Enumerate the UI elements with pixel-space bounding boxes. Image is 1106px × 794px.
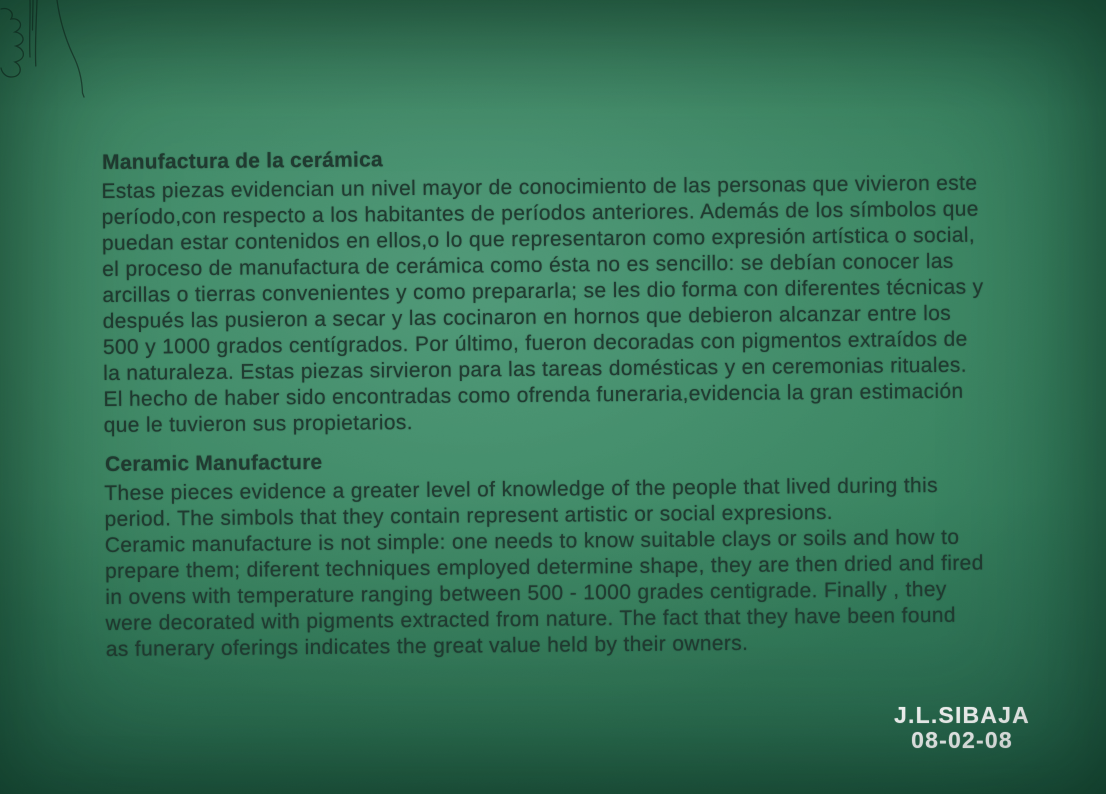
spanish-line: que le tuvieron sus propietarios. xyxy=(103,411,413,437)
english-line: were decorated with pigments extracted from nature. The fact that they have been found xyxy=(105,603,956,635)
spanish-line: período,con respecto a los habitantes de períodos anteriores. Además de los símbolos que xyxy=(101,197,979,229)
english-line: Ceramic manufacture is not simple: one needs to know suitable clays or soils and how to xyxy=(104,525,960,557)
spanish-line: El hecho de haber sido encontradas como ofrenda funeraria,evidencia la gran estimación xyxy=(103,379,964,411)
spanish-line: la naturaleza. Estas piezas sirvieron para las tareas domésticas y en ceremonias rituales. xyxy=(103,353,967,385)
spanish-line: arcillas o tierras convenientes y como prepararla; se les dio forma con diferentes técnicas y xyxy=(102,275,984,307)
english-line: period. The simbols that they contain represent artistic or social expresions. xyxy=(104,500,834,531)
spanish-line: 500 y 1000 grados centígrados. Por último, fueron decoradas con pigmentos extraídos de xyxy=(102,327,968,359)
spanish-line: el proceso de manufactura de cerámica como ésta no es sencillo: se debían conocer las xyxy=(102,249,954,281)
spanish-line: Estas piezas evidencian un nivel mayor de conocimiento de las personas que vivieron este xyxy=(101,171,978,203)
english-line: prepare them; diferent techniques employed determine shape, they are then dried and fired xyxy=(104,551,984,583)
spanish-heading: Manufactura de la cerámica xyxy=(102,148,383,174)
spanish-line: puedan estar contenidos en ellos,o lo que representaron como expresión artística o social, xyxy=(101,223,976,255)
watermark xyxy=(872,703,1052,753)
watermark-name: J.L.SIBAJA xyxy=(894,702,1030,728)
english-line: as funerary oferings indicates the great value held by their owners. xyxy=(105,631,749,661)
sign-text-block xyxy=(101,140,1101,663)
spanish-section xyxy=(101,140,1099,439)
watermark-date: 08-02-08 xyxy=(911,727,1013,753)
corner-plant-sketch-drawing xyxy=(0,0,130,115)
english-heading: Ceramic Manufacture xyxy=(104,450,323,476)
english-line: in ovens with temperature ranging between 500 - 1000 grades centigrade. Finally , they xyxy=(105,577,947,609)
spanish-line: después las pusieron a secar y las cocinaron en hornos que debieron alcanzar entre los xyxy=(102,301,952,333)
english-section xyxy=(104,442,1101,663)
english-line: These pieces evidence a greater level of knowledge of the people that lived during this xyxy=(104,473,939,505)
